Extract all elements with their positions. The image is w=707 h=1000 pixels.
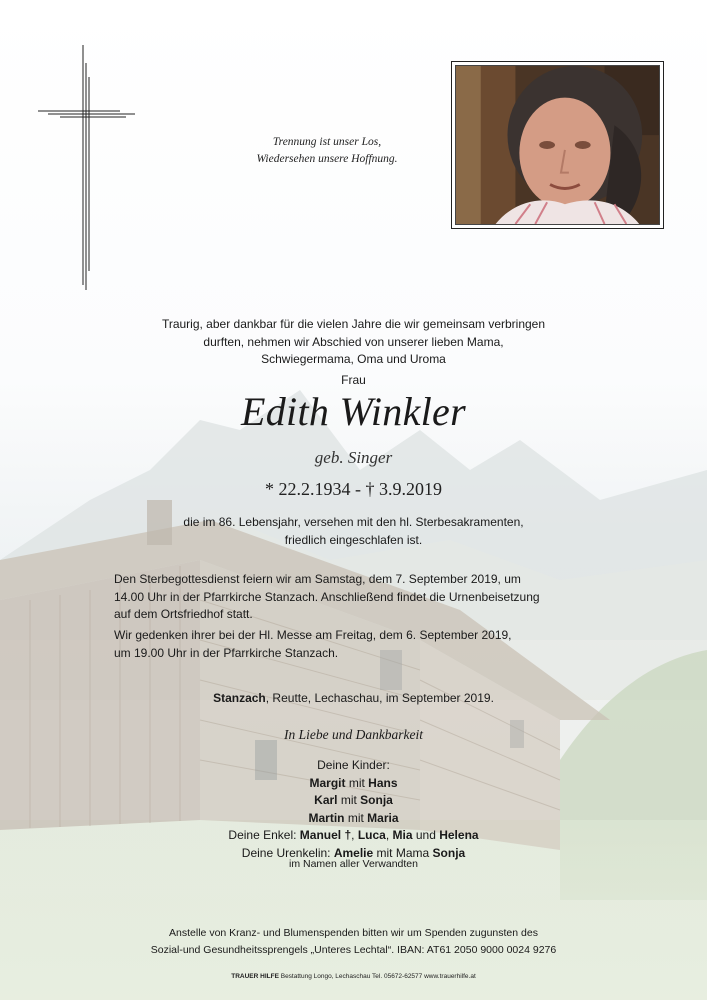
family-name: Sonja — [360, 793, 393, 807]
grandchildren-entry — [0, 827, 707, 845]
family-connector: mit Mama — [373, 845, 433, 860]
portrait-photo — [455, 65, 660, 225]
cross-icon — [38, 45, 138, 290]
sacraments-text — [0, 514, 707, 549]
family-connector: mit — [345, 775, 369, 790]
family-name: Manuel † — [299, 828, 352, 842]
family-connector: mit — [344, 810, 368, 825]
great-grandchild-label: Deine Urenkelin: — [241, 845, 334, 860]
intro-text — [0, 316, 707, 369]
family-name: Karl — [314, 793, 338, 807]
grandchildren-label: Deine Enkel: — [228, 828, 300, 842]
family-name: Amelie — [333, 845, 374, 860]
family-entry — [0, 775, 707, 793]
family-name: Maria — [367, 810, 399, 825]
family-connector: , — [385, 828, 393, 842]
deceased-name: Edith Winkler — [241, 389, 466, 434]
intro-line: Schwiegermama, Oma und Uroma — [261, 352, 446, 366]
family-name: Sonja — [432, 845, 466, 860]
funeral-line: Den Sterbegottesdienst feiern wir am Samstag, dem 7. September 2019, um — [114, 572, 521, 586]
funeral-info — [114, 571, 596, 624]
intro-line: Traurig, aber dankbar für die vielen Jahre die wir gemeinsam verbringen — [161, 317, 546, 331]
funeral-line: 14.00 Uhr in der Pfarrkirche Stanzach. Anschließend findet die Urnenbeisetzung — [114, 589, 540, 604]
footer-funeral-home — [0, 973, 707, 980]
place-town: Stanzach — [213, 691, 266, 705]
portrait-photo-frame — [451, 61, 664, 229]
funeral-line: auf dem Ortsfriedhof statt. — [114, 607, 253, 621]
motto-line: Wiedersehen unsere Hoffnung. — [256, 153, 398, 165]
family-connector: mit — [337, 793, 361, 807]
closing-phrase: In Liebe und Dankbarkeit — [283, 727, 424, 742]
footer-contact: Bestattung Longo, Lechaschau Tel. 05672-62577 www.trauerhilfe.at — [278, 973, 476, 980]
family-entry — [0, 792, 707, 810]
donation-line: Sozial-und Gesundheitssprengels „Unteres Lechtal“. IBAN: AT61 2050 9000 0024 9276 — [150, 943, 557, 956]
maiden-name: geb. Singer — [314, 448, 393, 467]
donation-note — [0, 925, 707, 958]
motto-line: Trennung ist unser Los, — [272, 136, 382, 148]
family-name: Hans — [368, 775, 398, 790]
sacraments-line: die im 86. Lebensjahr, versehen mit den hl. Sterbesakramenten, — [183, 515, 524, 529]
motto — [232, 134, 422, 168]
family-connector: und — [412, 828, 440, 842]
family-name: Margit — [309, 775, 346, 790]
portrait-image — [456, 66, 659, 224]
place-rest: , Reutte, Lechaschau, im September 2019. — [265, 691, 494, 705]
family-name: Luca — [357, 828, 386, 842]
life-dates: * 22.2.1934 - † 3.9.2019 — [265, 479, 442, 499]
family-name: Mia — [392, 828, 413, 842]
mass-line: Wir gedenken ihrer bei der Hl. Messe am Freitag, dem 6. September 2019, — [114, 628, 512, 642]
family-name: Martin — [308, 810, 345, 825]
family-connector: , — [351, 828, 358, 842]
family-name: Helena — [439, 828, 479, 842]
footer-brand: TRAUER HILFE — [231, 973, 279, 980]
children-label: Deine Kinder: — [317, 758, 390, 772]
mass-line: um 19.00 Uhr in der Pfarrkirche Stanzach. — [114, 645, 339, 660]
family-list — [0, 757, 707, 862]
intro-line: durften, nehmen wir Abschied von unserer lieben Mama, — [203, 334, 504, 349]
mass-info — [114, 627, 596, 662]
donation-line: Anstelle von Kranz- und Blumenspenden bitten wir um Spenden zugunsten des — [169, 927, 538, 939]
sacraments-line: friedlich eingeschlafen ist. — [284, 532, 423, 547]
relatives-note: im Namen aller Verwandten — [289, 858, 418, 870]
place-date — [0, 691, 707, 705]
salutation: Frau — [341, 373, 366, 387]
family-entry — [0, 810, 707, 828]
